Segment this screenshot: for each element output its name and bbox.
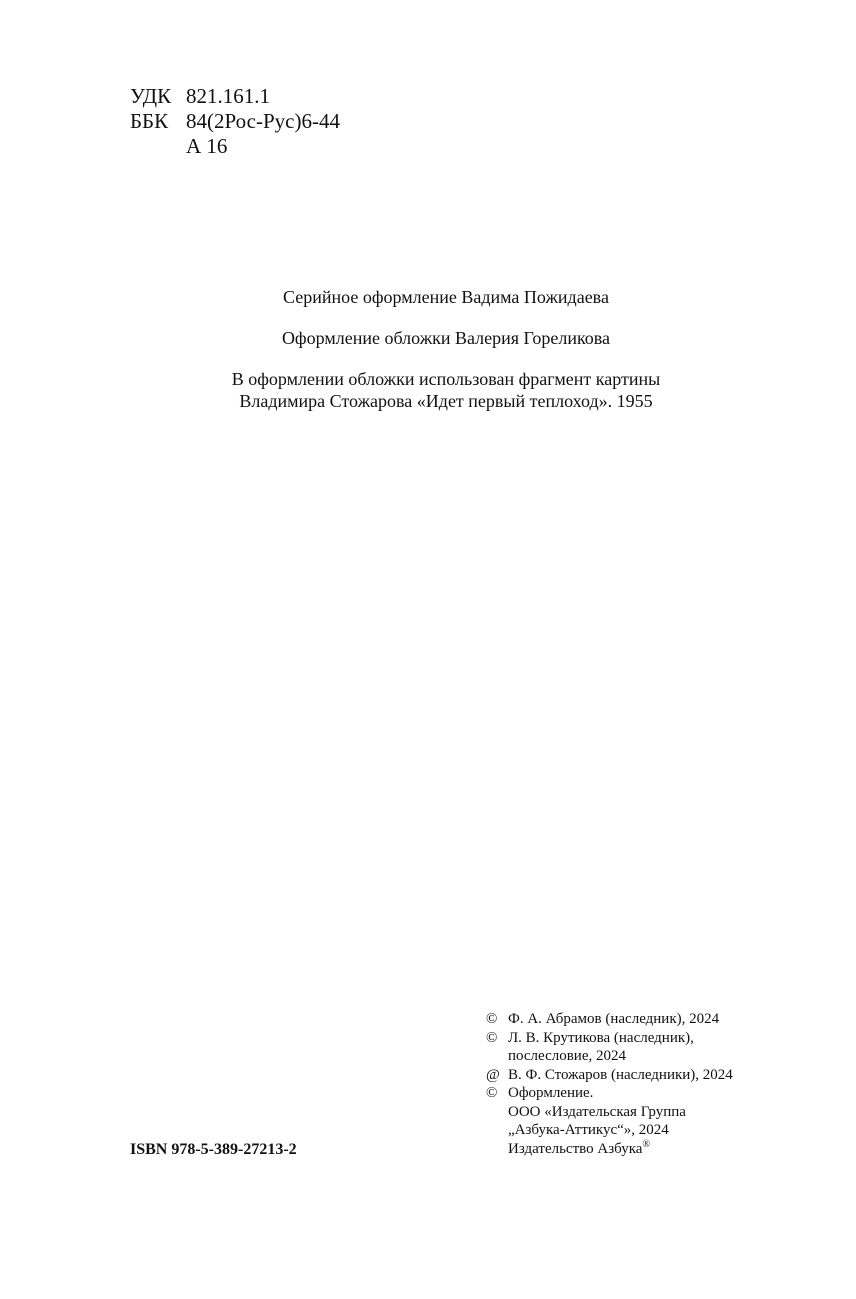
copyright-text: [508, 1010, 816, 1029]
registered-trademark-icon: ®: [642, 1138, 651, 1150]
publisher-line: [508, 1140, 816, 1159]
copyright-line: ООО «Издательская Группа: [508, 1103, 686, 1120]
udc-value: 821.161.1: [186, 84, 270, 108]
copyright-symbol: @: [486, 1066, 500, 1083]
copyright-line: В. Ф. Стожаров (наследники), 2024: [508, 1066, 733, 1083]
udc-label: УДК: [130, 84, 172, 108]
copyright-block: [486, 1010, 816, 1158]
copyright-text: [508, 1084, 816, 1158]
painting-credit-line-1: В оформлении обложки использован фрагмент картины: [231, 369, 661, 389]
copyright-text: [508, 1029, 816, 1066]
copyright-symbol: ©: [486, 1011, 498, 1027]
copyright-entry: [486, 1066, 816, 1085]
author-mark-row: [130, 134, 340, 159]
copyright-entry: [486, 1010, 816, 1029]
udc-row: [130, 84, 340, 109]
copyright-symbol: ©: [486, 1029, 498, 1046]
bbk-value: 84(2Рос-Рус)6-44: [186, 109, 340, 133]
copyright-line: послесловие, 2024: [508, 1048, 626, 1064]
copyright-line: Ф. А. Абрамов (наследник), 2024: [508, 1011, 720, 1027]
bbk-label: ББК: [130, 109, 169, 133]
classification-block: [130, 84, 340, 159]
copyright-line: „Азбука-Аттикус“», 2024: [508, 1122, 669, 1138]
series-design-credit: Серийное оформление Вадима Пожидаева: [283, 287, 609, 307]
copyright-line: Л. В. Крутикова (наследник),: [508, 1029, 694, 1046]
painting-credit: [130, 368, 762, 412]
copyright-line: Оформление.: [508, 1085, 594, 1101]
painting-credit-line-2: Владимира Стожарова «Идет первый теплоход». 1955: [239, 391, 653, 411]
copyright-symbol: ©: [486, 1085, 498, 1101]
publisher-name: Издательство Азбука: [508, 1140, 643, 1157]
copyright-entry: [486, 1084, 816, 1158]
isbn: ISBN 978-5-389-27213-2: [130, 1141, 297, 1158]
author-mark: А 16: [186, 134, 228, 158]
bbk-row: [130, 109, 340, 134]
copyright-entry: [486, 1029, 816, 1066]
cover-design-credit: Оформление обложки Валерия Гореликова: [281, 328, 611, 348]
copyright-text: [508, 1066, 816, 1085]
